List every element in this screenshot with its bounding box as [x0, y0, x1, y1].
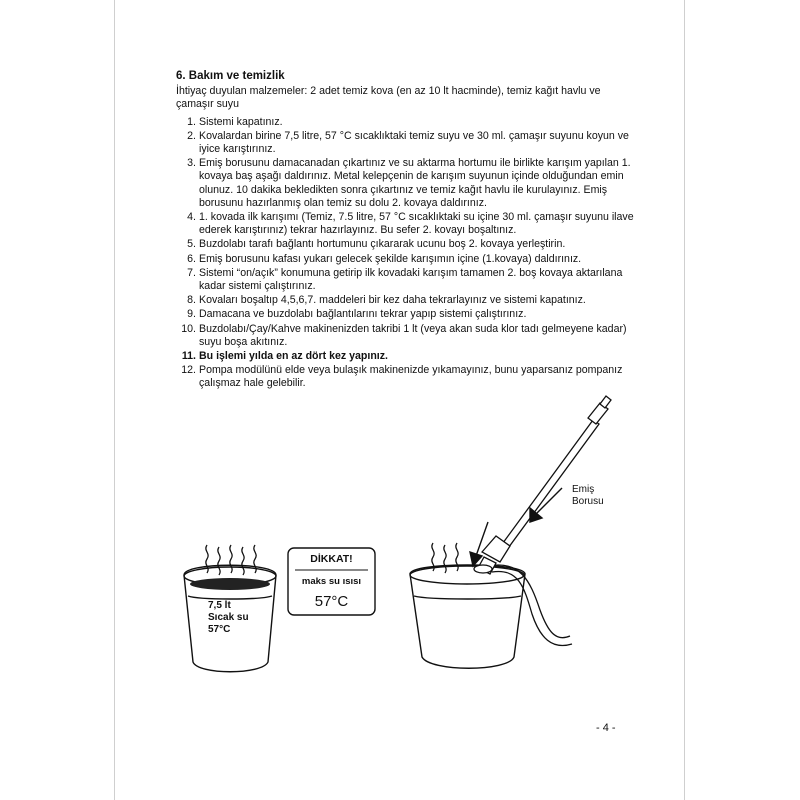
step-text: Emiş borusunu damacanadan çıkartınız ve su aktarma hortumu ile birlikte karışım yapılan 1. kovaya baş aşağı daldırınız. Metal kelepçenin de karışım suyunun içinde olduğundan emin olunuz. 10 dakika bekledikten sonra çıkartınız ve temiz kağıt havlu ile kurulayınız. Emiş borusunu hazırlanmış olan temiz su dolu 2. kovaya daldırınız. — [199, 157, 631, 209]
warning-title: DİKKAT! — [310, 553, 353, 565]
step-text: Damacana ve buzdolabı bağlantılarını tekrar yapıp sistemi çalıştırınız. — [199, 308, 527, 321]
step-number: 9. — [187, 308, 196, 321]
page-number: - 4 - — [596, 722, 616, 734]
step-number: 3. — [187, 157, 196, 170]
step-text: Buzdolabı tarafı bağlantı hortumunu çıkararak ucunu boş 2. kovaya yerleştirin. — [199, 238, 566, 251]
step-text: Bu işlemi yılda en az dört kez yapınız. — [199, 350, 388, 363]
step-text: 1. kovada ilk karışımı (Temiz, 7.5 litre, 57 °C sıcaklıktaki su içine 30 ml. çamaşır suyunu ilave ederek karıştırınız) tekrar hazırlayınız. Bu sefer 2. kovayı boşaltınız. — [199, 211, 634, 237]
step-number: 12. — [181, 364, 196, 377]
step-number: 1. — [187, 115, 196, 128]
step-number: 10. — [181, 322, 196, 335]
tube-label: Emiş Borusu — [572, 484, 604, 507]
bucket-label: 7,5 lt Sıcak su 57°C — [208, 600, 249, 635]
step-number: 2. — [187, 129, 196, 142]
warning-value: 57°C — [314, 593, 349, 610]
step-number: 4. — [187, 211, 196, 224]
step-text: Buzdolabı/Çay/Kahve makinenizden takribi 1 lt (veya akan suda klor tadı gelmeyene kadar) suyu boşa akıtınız. — [199, 322, 627, 348]
step-number: 11. — [181, 350, 196, 363]
step-number: 5. — [187, 238, 196, 251]
step-text: Sistemi “on/açık” konumuna getirip ilk kovadaki karışım tamamen 2. boş kovaya aktarılana kadar sistemi çalıştırınız. — [199, 266, 623, 293]
step-number: 7. — [187, 266, 196, 279]
materials-intro: İhtiyaç duyulan malzemeler: 2 adet temiz kova (en az 10 lt hacminde), temiz kağıt havlu ve çamaşır suyu — [176, 85, 601, 111]
section-title: 6. Bakım ve temizlik — [176, 70, 285, 82]
step-text: Emiş borusunu kafası yukarı gelecek şekilde karışımın içine (1.kovaya) daldırınız. — [199, 252, 582, 265]
step-number: 6. — [187, 252, 196, 265]
mixing-bucket — [410, 565, 525, 668]
step-text: Kovalardan birine 7,5 litre, 57 °C sıcaklıktaki temiz suyu ve 30 ml. çamaşır suyunu koyun ve iyice karıştırınız. — [199, 129, 629, 156]
step-text: Kovaları boşaltıp 4,5,6,7. maddeleri bir kez daha tekrarlayınız ve sistemi kapatınız. — [199, 294, 586, 307]
warning-subtitle: maks su ısısı — [301, 576, 362, 587]
step-number: 8. — [187, 294, 196, 307]
step-text: Pompa modülünü elde veya bulaşık makinenizde yıkamayınız, bunu yaparsanız pompanız çalışmaz hale gelebilir. — [199, 364, 623, 390]
step-text: Sistemi kapatınız. — [199, 115, 283, 128]
